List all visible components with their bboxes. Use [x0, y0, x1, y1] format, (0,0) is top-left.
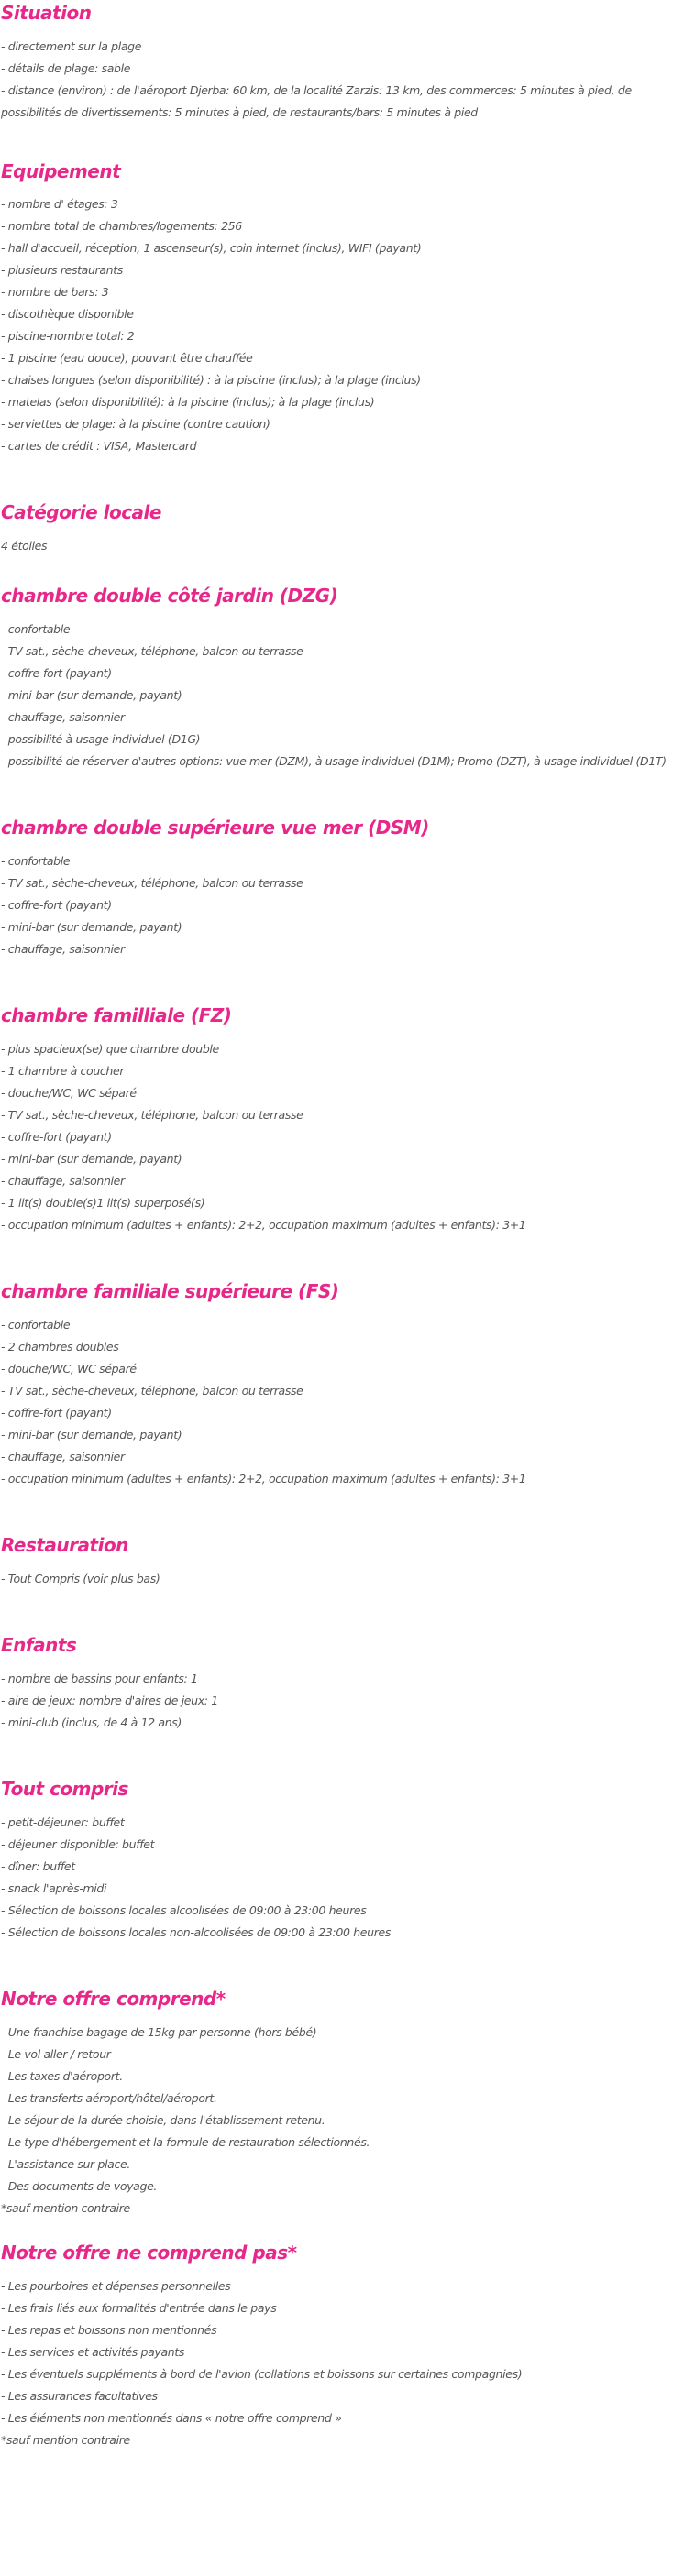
section-line: - directement sur la plage: [1, 39, 142, 53]
section-line: - dîner: buffet: [1, 1859, 75, 1873]
section-line: - Sélection de boissons locales non-alcoolisées de 09:00 à 23:00 heures: [1, 1925, 391, 1939]
section-title-fz: chambre familliale (FZ): [1, 1004, 232, 1026]
section-line: - confortable: [1, 854, 71, 868]
section-line: - petit-déjeuner: buffet: [1, 1815, 125, 1829]
section-offre: [1, 1987, 675, 2220]
section-line: - TV sat., sèche-cheveux, téléphone, balcon ou terrasse: [1, 876, 303, 890]
section-line: - cartes de crédit : VISA, Mastercard: [1, 439, 197, 453]
section-lines-fz: [1, 1038, 675, 1236]
section-line: - douche/WC, WC séparé: [1, 1362, 137, 1376]
section-line: - 1 chambre à coucher: [1, 1064, 125, 1078]
section-line: - occupation minimum (adultes + enfants): 2+2, occupation maximum (adultes + enfants): 3+1: [1, 1218, 526, 1232]
section-lines-equipement: [1, 193, 675, 457]
section-line: - Les assurances facultatives: [1, 2389, 158, 2403]
section-line: - 1 lit(s) double(s)1 lit(s) superposé(s): [1, 1196, 205, 1210]
section-line: - chaises longues (selon disponibilité) : à la piscine (inclus); à la plage (inclus): [1, 373, 421, 387]
section-line: - nombre total de chambres/logements: 256: [1, 219, 242, 233]
section-line: - TV sat., sèche-cheveux, téléphone, balcon ou terrasse: [1, 1108, 303, 1122]
section-categorie: [1, 500, 675, 557]
section-dzg: [1, 584, 675, 773]
section-line: - chauffage, saisonnier: [1, 710, 125, 724]
section-line: - Les repas et boissons non mentionnés: [1, 2323, 217, 2337]
section-line: - snack l'après-midi: [1, 1881, 107, 1895]
section-line: - 1 piscine (eau douce), pouvant être chauffée: [1, 351, 253, 365]
section-lines-dzg: [1, 619, 675, 773]
section-lines-fs: [1, 1314, 675, 1490]
section-line: - déjeuner disponible: buffet: [1, 1837, 155, 1851]
section-line: - Les taxes d'aéroport.: [1, 2069, 123, 2083]
section-line: - piscine-nombre total: 2: [1, 329, 135, 343]
section-lines-restauration: [1, 1568, 675, 1590]
section-line: *sauf mention contraire: [1, 2433, 130, 2447]
section-line: - confortable: [1, 622, 71, 636]
section-offre-pas: [1, 2241, 675, 2451]
section-title-dzg: chambre double côté jardin (DZG): [1, 585, 338, 607]
section-line: - hall d'accueil, réception, 1 ascenseur(s), coin internet (inclus), WIFI (payant): [1, 241, 422, 255]
section-title-enfants: Enfants: [1, 1634, 77, 1656]
section-line: - Les éventuels suppléments à bord de l'avion (collations et boissons sur certaines compagnies): [1, 2367, 523, 2381]
section-line: - mini-bar (sur demande, payant): [1, 688, 182, 702]
section-line: - Une franchise bagage de 15kg par personne (hors bébé): [1, 2025, 317, 2039]
section-line: - TV sat., sèche-cheveux, téléphone, balcon ou terrasse: [1, 644, 303, 658]
section-line: - chauffage, saisonnier: [1, 1450, 125, 1463]
section-line: - douche/WC, WC séparé: [1, 1086, 137, 1100]
section-line: - Le type d'hébergement et la formule de restauration sélectionnés.: [1, 2135, 370, 2149]
section-title-categorie: Catégorie locale: [1, 501, 161, 523]
section-line: - mini-bar (sur demande, payant): [1, 1428, 182, 1441]
section-line: - coffre-fort (payant): [1, 898, 112, 912]
section-line: - Les éléments non mentionnés dans « notre offre comprend »: [1, 2411, 342, 2425]
section-title-equipement: Equipement: [1, 160, 121, 182]
section-line: *sauf mention contraire: [1, 2201, 130, 2215]
section-tout-compris: [1, 1777, 675, 1944]
section-enfants: [1, 1633, 675, 1734]
section-line: - discothèque disponible: [1, 307, 134, 321]
section-lines-situation: [1, 36, 675, 124]
section-lines-tout-compris: [1, 1812, 675, 1944]
section-line: - détails de plage: sable: [1, 61, 131, 75]
section-line: - mini-club (inclus, de 4 à 12 ans): [1, 1716, 182, 1729]
section-line: - coffre-fort (payant): [1, 1130, 112, 1144]
section-title-fs: chambre familiale supérieure (FS): [1, 1280, 339, 1302]
section-line: - aire de jeux: nombre d'aires de jeux: 1: [1, 1694, 218, 1707]
section-equipement: [1, 159, 675, 457]
section-line: - chauffage, saisonnier: [1, 1174, 125, 1188]
section-title-dsm: chambre double supérieure vue mer (DSM): [1, 817, 429, 839]
section-title-offre: Notre offre comprend*: [1, 1988, 226, 2010]
section-line: - possibilité de réserver d'autres options: vue mer (DZM), à usage individuel (D1M); Promo (DZT), à usage individuel (D1T): [1, 754, 667, 768]
section-line: - distance (environ) : de l'aéroport Djerba: 60 km, de la localité Zarzis: 13 km, des commerces: 5 minutes à pied, de possibilités de divertissements: 5 minutes à pied, de restaurants/bars: 5 minutes à pied: [1, 83, 632, 119]
section-line: - occupation minimum (adultes + enfants): 2+2, occupation maximum (adultes + enfants): 3+1: [1, 1472, 526, 1485]
section-line: - chauffage, saisonnier: [1, 942, 125, 956]
section-line: - nombre de bars: 3: [1, 285, 109, 299]
section-line: - plus spacieux(se) que chambre double: [1, 1042, 219, 1056]
section-line: - confortable: [1, 1318, 71, 1332]
section-line: - Sélection de boissons locales alcoolisées de 09:00 à 23:00 heures: [1, 1903, 367, 1917]
section-line: - mini-bar (sur demande, payant): [1, 920, 182, 934]
section-lines-offre: [1, 2022, 675, 2220]
section-line: - coffre-fort (payant): [1, 666, 112, 680]
section-line: - plusieurs restaurants: [1, 263, 123, 277]
section-line: - coffre-fort (payant): [1, 1406, 112, 1420]
section-dsm: [1, 816, 675, 960]
section-line: - Le séjour de la durée choisie, dans l'établissement retenu.: [1, 2113, 325, 2127]
section-lines-categorie: [1, 535, 675, 557]
section-line: - Les services et activités payants: [1, 2345, 185, 2359]
section-line: - Le vol aller / retour: [1, 2047, 111, 2061]
section-lines-dsm: [1, 850, 675, 960]
section-line: - Les pourboires et dépenses personnelles: [1, 2279, 231, 2293]
section-line: - Des documents de voyage.: [1, 2179, 158, 2193]
section-title-situation: Situation: [1, 2, 92, 24]
section-line: - matelas (selon disponibilité): à la piscine (inclus); à la plage (inclus): [1, 395, 375, 409]
section-lines-offre-pas: [1, 2275, 675, 2451]
section-line: - Les transferts aéroport/hôtel/aéroport.: [1, 2091, 217, 2105]
section-line: - Les frais liés aux formalités d'entrée dans le pays: [1, 2301, 277, 2315]
section-restauration: [1, 1533, 675, 1590]
section-line: 4 étoiles: [1, 539, 48, 553]
section-line: - Tout Compris (voir plus bas): [1, 1572, 160, 1585]
section-title-restauration: Restauration: [1, 1534, 128, 1556]
section-title-tout-compris: Tout compris: [1, 1778, 128, 1800]
section-line: - 2 chambres doubles: [1, 1340, 119, 1354]
section-fz: [1, 1003, 675, 1236]
section-lines-enfants: [1, 1668, 675, 1734]
section-situation: [1, 0, 675, 124]
section-line: - nombre de bassins pour enfants: 1: [1, 1672, 198, 1685]
section-line: - serviettes de plage: à la piscine (contre caution): [1, 417, 270, 431]
section-line: - mini-bar (sur demande, payant): [1, 1152, 182, 1166]
section-fs: [1, 1279, 675, 1490]
section-line: - possibilité à usage individuel (D1G): [1, 732, 201, 746]
section-title-offre-pas: Notre offre ne comprend pas*: [1, 2242, 297, 2264]
section-line: - nombre d' étages: 3: [1, 197, 118, 211]
section-line: - L'assistance sur place.: [1, 2157, 130, 2171]
section-line: - TV sat., sèche-cheveux, téléphone, balcon ou terrasse: [1, 1384, 303, 1398]
